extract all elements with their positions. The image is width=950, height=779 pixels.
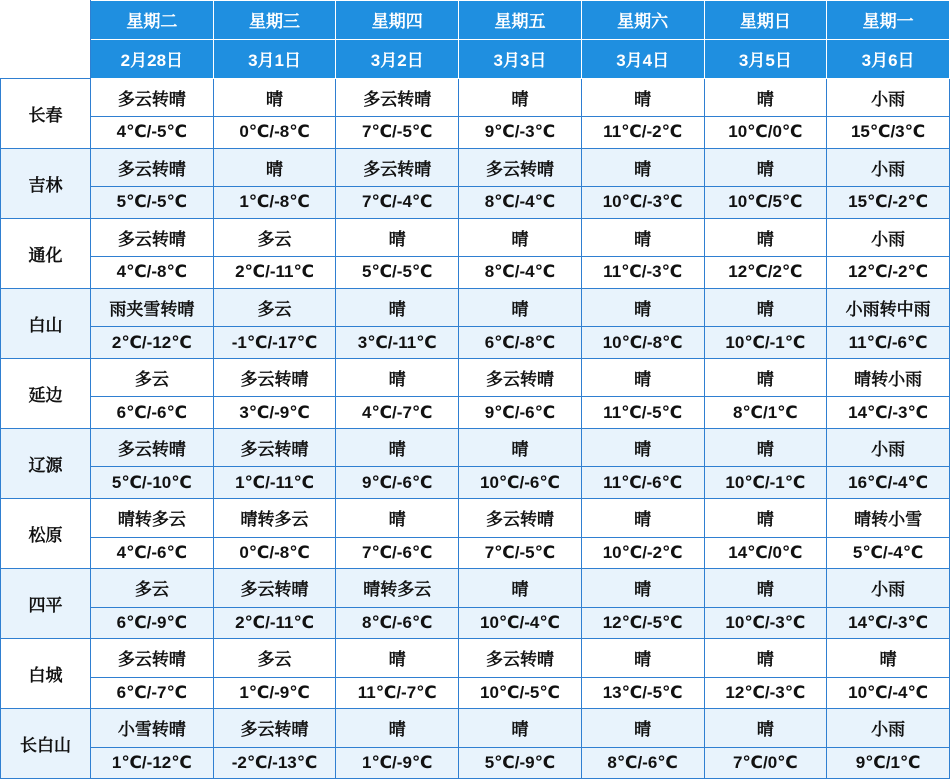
condition-cell: 晴	[336, 428, 459, 467]
condition-cell: 晴	[459, 428, 582, 467]
condition-cell: 晴	[704, 568, 827, 607]
table-row	[1, 638, 950, 677]
temperature-cell: 10℃/-3℃	[704, 607, 827, 638]
table-corner-cell	[1, 1, 91, 79]
temperature-cell: 9℃/-6℃	[336, 467, 459, 498]
temperature-cell: 2℃/-12℃	[91, 327, 214, 358]
header-weekday-row	[1, 1, 950, 40]
condition-cell: 多云转晴	[213, 428, 336, 467]
header-date-row	[1, 39, 950, 78]
table-row	[1, 428, 950, 467]
temperature-cell: 1℃/-12℃	[91, 747, 214, 778]
temperature-cell: 6℃/-7℃	[91, 677, 214, 708]
temperature-cell: 10℃/-6℃	[459, 467, 582, 498]
temperature-cell: 1℃/-9℃	[213, 677, 336, 708]
condition-cell: 多云转晴	[459, 148, 582, 187]
condition-cell: 晴	[704, 638, 827, 677]
temperature-cell: 3℃/-9℃	[213, 397, 336, 428]
condition-cell: 晴	[336, 498, 459, 537]
condition-cell: 多云转晴	[213, 358, 336, 397]
temperature-cell: 0℃/-8℃	[213, 117, 336, 148]
header-weekday-6: 星期日	[704, 1, 827, 40]
temperature-cell: 11℃/-3℃	[581, 257, 704, 288]
temperature-cell: 1℃/-9℃	[336, 747, 459, 778]
condition-cell: 多云转晴	[91, 218, 214, 257]
condition-cell: 晴	[704, 288, 827, 327]
condition-cell: 晴	[459, 708, 582, 747]
header-date-1: 2月28日	[91, 39, 214, 78]
temperature-cell: 14℃/-3℃	[827, 607, 950, 638]
city-name-cell: 白城	[1, 638, 91, 708]
temperature-cell: 10℃/5℃	[704, 187, 827, 218]
temperature-cell: 2℃/-11℃	[213, 257, 336, 288]
table-row	[1, 397, 950, 428]
temperature-cell: 14℃/0℃	[704, 537, 827, 568]
condition-cell: 晴转多云	[213, 498, 336, 537]
condition-cell: 晴	[459, 78, 582, 117]
table-row	[1, 257, 950, 288]
condition-cell: 小雨	[827, 428, 950, 467]
condition-cell: 晴	[581, 638, 704, 677]
header-weekday-4: 星期五	[459, 1, 582, 40]
condition-cell: 晴	[213, 148, 336, 187]
temperature-cell: 9℃/1℃	[827, 747, 950, 778]
temperature-cell: 12℃/-2℃	[827, 257, 950, 288]
temperature-cell: 6℃/-6℃	[91, 397, 214, 428]
condition-cell: 晴	[581, 498, 704, 537]
condition-cell: 多云	[213, 288, 336, 327]
temperature-cell: 7℃/-6℃	[336, 537, 459, 568]
header-date-5: 3月4日	[581, 39, 704, 78]
temperature-cell: 9℃/-3℃	[459, 117, 582, 148]
condition-cell: 晴转多云	[336, 568, 459, 607]
temperature-cell: 4℃/-5℃	[91, 117, 214, 148]
table-row	[1, 467, 950, 498]
city-name-cell: 白山	[1, 288, 91, 358]
condition-cell: 多云转晴	[336, 78, 459, 117]
condition-cell: 小雨	[827, 148, 950, 187]
condition-cell: 晴	[581, 358, 704, 397]
table-row	[1, 78, 950, 117]
temperature-cell: -2℃/-13℃	[213, 747, 336, 778]
condition-cell: 晴	[581, 78, 704, 117]
temperature-cell: 1℃/-11℃	[213, 467, 336, 498]
temperature-cell: 5℃/-4℃	[827, 537, 950, 568]
condition-cell: 小雨	[827, 708, 950, 747]
table-row	[1, 288, 950, 327]
condition-cell: 多云转晴	[91, 638, 214, 677]
table-row	[1, 358, 950, 397]
temperature-cell: 11℃/-7℃	[336, 677, 459, 708]
temperature-cell: 12℃/-5℃	[581, 607, 704, 638]
temperature-cell: 5℃/-5℃	[91, 187, 214, 218]
temperature-cell: 13℃/-5℃	[581, 677, 704, 708]
temperature-cell: 5℃/-5℃	[336, 257, 459, 288]
city-name-cell: 四平	[1, 568, 91, 638]
condition-cell: 多云转晴	[459, 638, 582, 677]
temperature-cell: 1℃/-8℃	[213, 187, 336, 218]
condition-cell: 多云	[213, 218, 336, 257]
temperature-cell: 10℃/-4℃	[827, 677, 950, 708]
temperature-cell: 11℃/-6℃	[581, 467, 704, 498]
city-name-cell: 松原	[1, 498, 91, 568]
table-row	[1, 148, 950, 187]
temperature-cell: 10℃/-4℃	[459, 607, 582, 638]
condition-cell: 多云转晴	[459, 498, 582, 537]
temperature-cell: 7℃/-5℃	[336, 117, 459, 148]
temperature-cell: 11℃/-5℃	[581, 397, 704, 428]
temperature-cell: 6℃/-8℃	[459, 327, 582, 358]
header-weekday-5: 星期六	[581, 1, 704, 40]
temperature-cell: 7℃/0℃	[704, 747, 827, 778]
temperature-cell: 9℃/-6℃	[459, 397, 582, 428]
condition-cell: 小雨	[827, 568, 950, 607]
header-date-2: 3月1日	[213, 39, 336, 78]
table-row	[1, 747, 950, 778]
header-date-4: 3月3日	[459, 39, 582, 78]
condition-cell: 晴	[336, 288, 459, 327]
condition-cell: 多云转晴	[91, 428, 214, 467]
condition-cell: 晴	[459, 218, 582, 257]
condition-cell: 晴	[336, 708, 459, 747]
temperature-cell: 16℃/-4℃	[827, 467, 950, 498]
condition-cell: 小雪转晴	[91, 708, 214, 747]
condition-cell: 多云转晴	[91, 78, 214, 117]
temperature-cell: 7℃/-5℃	[459, 537, 582, 568]
header-weekday-1: 星期二	[91, 1, 214, 40]
header-date-7: 3月6日	[827, 39, 950, 78]
temperature-cell: 8℃/-6℃	[336, 607, 459, 638]
temperature-cell: 8℃/-4℃	[459, 187, 582, 218]
condition-cell: 多云	[91, 568, 214, 607]
condition-cell: 多云转晴	[213, 708, 336, 747]
condition-cell: 晴	[581, 708, 704, 747]
temperature-cell: 2℃/-11℃	[213, 607, 336, 638]
condition-cell: 晴转小雨	[827, 358, 950, 397]
temperature-cell: 7℃/-4℃	[336, 187, 459, 218]
condition-cell: 晴	[827, 638, 950, 677]
temperature-cell: 12℃/-3℃	[704, 677, 827, 708]
temperature-cell: 10℃/-3℃	[581, 187, 704, 218]
temperature-cell: 11℃/-6℃	[827, 327, 950, 358]
condition-cell: 晴	[459, 288, 582, 327]
condition-cell: 晴	[704, 428, 827, 467]
header-date-6: 3月5日	[704, 39, 827, 78]
header-date-3: 3月2日	[336, 39, 459, 78]
condition-cell: 多云	[91, 358, 214, 397]
temperature-cell: 12℃/2℃	[704, 257, 827, 288]
condition-cell: 晴	[581, 568, 704, 607]
temperature-cell: 3℃/-11℃	[336, 327, 459, 358]
condition-cell: 晴	[459, 568, 582, 607]
table-row	[1, 568, 950, 607]
condition-cell: 晴	[704, 148, 827, 187]
city-name-cell: 延边	[1, 358, 91, 428]
condition-cell: 晴	[704, 708, 827, 747]
condition-cell: 晴	[336, 358, 459, 397]
condition-cell: 多云	[213, 638, 336, 677]
temperature-cell: 10℃/0℃	[704, 117, 827, 148]
condition-cell: 晴	[704, 498, 827, 537]
condition-cell: 多云转晴	[91, 148, 214, 187]
table-row	[1, 677, 950, 708]
condition-cell: 晴	[581, 218, 704, 257]
table-row	[1, 498, 950, 537]
condition-cell: 晴	[581, 428, 704, 467]
temperature-cell: 6℃/-9℃	[91, 607, 214, 638]
temperature-cell: 10℃/-8℃	[581, 327, 704, 358]
temperature-cell: 10℃/-2℃	[581, 537, 704, 568]
condition-cell: 晴	[704, 218, 827, 257]
condition-cell: 晴转小雪	[827, 498, 950, 537]
condition-cell: 晴	[213, 78, 336, 117]
temperature-cell: 8℃/-4℃	[459, 257, 582, 288]
table-row	[1, 607, 950, 638]
condition-cell: 晴	[336, 638, 459, 677]
temperature-cell: 4℃/-7℃	[336, 397, 459, 428]
condition-cell: 多云转晴	[459, 358, 582, 397]
condition-cell: 晴	[336, 218, 459, 257]
temperature-cell: 0℃/-8℃	[213, 537, 336, 568]
table-row	[1, 117, 950, 148]
temperature-cell: 11℃/-2℃	[581, 117, 704, 148]
temperature-cell: 15℃/-2℃	[827, 187, 950, 218]
city-name-cell: 通化	[1, 218, 91, 288]
condition-cell: 晴转多云	[91, 498, 214, 537]
condition-cell: 晴	[581, 288, 704, 327]
temperature-cell: 5℃/-9℃	[459, 747, 582, 778]
city-name-cell: 吉林	[1, 148, 91, 218]
condition-cell: 晴	[704, 358, 827, 397]
temperature-cell: 10℃/-1℃	[704, 467, 827, 498]
temperature-cell: 8℃/1℃	[704, 397, 827, 428]
condition-cell: 小雨转中雨	[827, 288, 950, 327]
header-weekday-7: 星期一	[827, 1, 950, 40]
table-row	[1, 537, 950, 568]
condition-cell: 雨夹雪转晴	[91, 288, 214, 327]
city-name-cell: 辽源	[1, 428, 91, 498]
header-weekday-3: 星期四	[336, 1, 459, 40]
table-row	[1, 218, 950, 257]
temperature-cell: 10℃/-1℃	[704, 327, 827, 358]
condition-cell: 小雨	[827, 78, 950, 117]
temperature-cell: 4℃/-6℃	[91, 537, 214, 568]
temperature-cell: -1℃/-17℃	[213, 327, 336, 358]
header-weekday-2: 星期三	[213, 1, 336, 40]
temperature-cell: 10℃/-5℃	[459, 677, 582, 708]
table-row	[1, 187, 950, 218]
temperature-cell: 14℃/-3℃	[827, 397, 950, 428]
condition-cell: 晴	[704, 78, 827, 117]
condition-cell: 晴	[581, 148, 704, 187]
city-name-cell: 长春	[1, 78, 91, 148]
temperature-cell: 5℃/-10℃	[91, 467, 214, 498]
temperature-cell: 15℃/3℃	[827, 117, 950, 148]
condition-cell: 多云转晴	[213, 568, 336, 607]
table-row	[1, 327, 950, 358]
temperature-cell: 4℃/-8℃	[91, 257, 214, 288]
condition-cell: 小雨	[827, 218, 950, 257]
temperature-cell: 8℃/-6℃	[581, 747, 704, 778]
condition-cell: 多云转晴	[336, 148, 459, 187]
table-row	[1, 708, 950, 747]
city-name-cell: 长白山	[1, 708, 91, 778]
